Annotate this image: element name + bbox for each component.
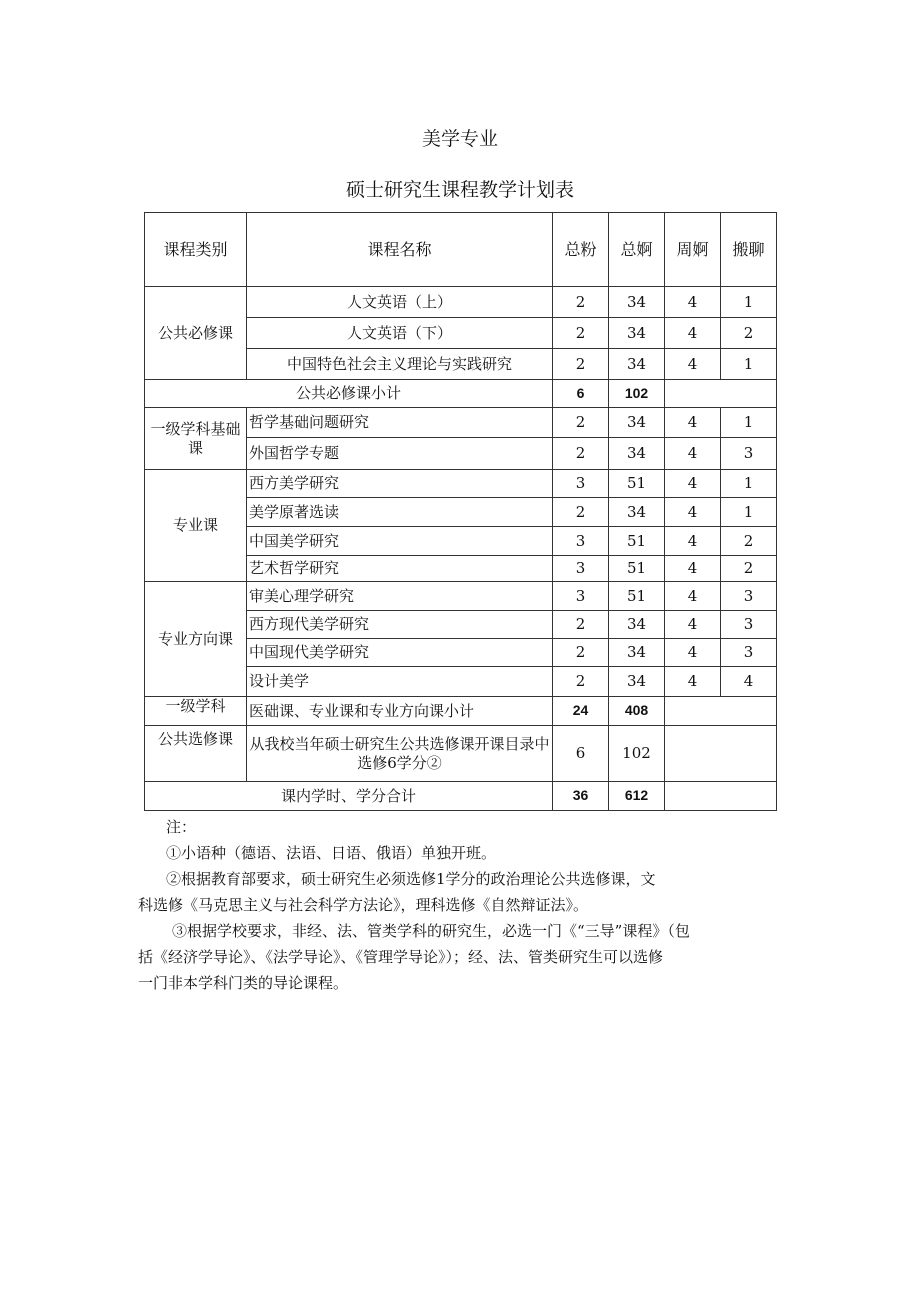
cell-c2: 51 (609, 527, 665, 556)
note-3-line-1: ③根据学校要求，非经、法、管类学科的研究生，必选一门《“三导”课程》（包 (172, 922, 690, 940)
category-public-elective: 公共选修课 (145, 726, 247, 782)
course-name: 外国哲学专题 (247, 438, 553, 470)
cell-c3: 4 (665, 470, 721, 498)
cell-c3: 4 (665, 527, 721, 556)
subtotal-label: 公共必修课小计 (145, 380, 553, 408)
cell-c2: 34 (609, 438, 665, 470)
cell-c1: 2 (553, 287, 609, 318)
cell-c1: 2 (553, 408, 609, 438)
table-row (145, 470, 777, 498)
cell-c4: 2 (721, 556, 777, 582)
note-2-line-1: ②根据教育部要求，硕士研究生必须选修1学分的政治理论公共选修课，文 (166, 870, 656, 888)
cell-c2: 51 (609, 556, 665, 582)
cell-c2: 34 (609, 639, 665, 667)
category-basic: 一级学科基础课 (145, 408, 247, 470)
cell-c1: 3 (553, 527, 609, 556)
title-major: 美学专业 (421, 128, 498, 150)
cell-c1: 2 (553, 611, 609, 639)
empty-cell (665, 380, 777, 408)
cell-c4: 2 (721, 527, 777, 556)
cell-c1: 2 (553, 349, 609, 380)
cell-c3: 4 (665, 287, 721, 318)
note-3-line-2: 括《经济学导论》、《法学导论》、《管理学导论》）；经、法、管类研究生可以选修 (138, 948, 664, 966)
cell-c3: 4 (665, 639, 721, 667)
cell-c4: 4 (721, 667, 777, 697)
category-direction: 专业方向课 (145, 582, 247, 697)
cell-c2: 102 (609, 726, 665, 782)
cell-c4: 2 (721, 318, 777, 349)
total-label: 课内学时、学分合计 (145, 782, 553, 811)
cell-c4: 1 (721, 349, 777, 380)
cell-c1: 3 (553, 556, 609, 582)
subtotal2-label-a: 一级学科 (145, 697, 247, 726)
header-category: 课程类别 (145, 213, 247, 287)
course-name: 美学原著选读 (247, 498, 553, 527)
header-col1: 总粉 (553, 213, 609, 287)
cell-c4: 1 (721, 470, 777, 498)
cell-c4: 3 (721, 438, 777, 470)
header-course-name: 课程名称 (247, 213, 553, 287)
total-c1: 36 (553, 782, 609, 811)
cell-c2: 51 (609, 470, 665, 498)
cell-c3: 4 (665, 349, 721, 380)
cell-c1: 3 (553, 470, 609, 498)
cell-c3: 4 (665, 498, 721, 527)
cell-c1: 2 (553, 318, 609, 349)
total-row (145, 782, 777, 811)
note-3-line-3: 一门非本学科门类的导论课程。 (138, 974, 349, 992)
course-name: 设计美学 (247, 667, 553, 697)
cell-c2: 34 (609, 498, 665, 527)
course-plan-table (144, 212, 777, 811)
subtotal2-c2: 408 (609, 697, 665, 726)
notes (138, 814, 790, 996)
note-1: ①小语种（德语、法语、日语、俄语）单独开班。 (166, 844, 497, 862)
empty-cell (665, 726, 777, 782)
cell-c2: 34 (609, 318, 665, 349)
header-col3: 周婀 (665, 213, 721, 287)
cell-c1: 2 (553, 438, 609, 470)
cell-c4: 3 (721, 582, 777, 611)
cell-c1: 2 (553, 639, 609, 667)
course-name: 人文英语（上） (247, 287, 553, 318)
table-row (145, 287, 777, 318)
table-row (145, 408, 777, 438)
course-name: 哲学基础问题研究 (247, 408, 553, 438)
header-col4: 搬聊 (721, 213, 777, 287)
empty-cell (665, 697, 777, 726)
course-name: 西方美学研究 (247, 470, 553, 498)
table-row (145, 582, 777, 611)
header-col2: 总婀 (609, 213, 665, 287)
notes-heading: 注： (166, 818, 197, 836)
cell-c3: 4 (665, 318, 721, 349)
course-name: 人文英语（下） (247, 318, 553, 349)
cell-c4: 1 (721, 287, 777, 318)
course-name: 西方现代美学研究 (247, 611, 553, 639)
cell-c1: 6 (553, 726, 609, 782)
subtotal-c1: 6 (553, 380, 609, 408)
course-name: 审美心理学研究 (247, 582, 553, 611)
cell-c3: 4 (665, 582, 721, 611)
table-header-row (145, 213, 777, 287)
category-major: 专业课 (145, 470, 247, 582)
cell-c2: 34 (609, 408, 665, 438)
cell-c4: 1 (721, 408, 777, 438)
total-c2: 612 (609, 782, 665, 811)
subtotal-c2: 102 (609, 380, 665, 408)
course-name: 中国现代美学研究 (247, 639, 553, 667)
cell-c2: 51 (609, 582, 665, 611)
cell-c2: 34 (609, 349, 665, 380)
subtotal-row (145, 380, 777, 408)
title-plan: 硕士研究生课程教学计划表 (345, 179, 574, 201)
subtotal2-c1: 24 (553, 697, 609, 726)
note-2-line-2: 科选修《马克思主义与社会科学方法论》，理科选修《自然辩证法》。 (138, 896, 589, 914)
cell-c1: 2 (553, 667, 609, 697)
cell-c2: 34 (609, 287, 665, 318)
cell-c3: 4 (665, 408, 721, 438)
course-name: 中国特色社会主义理论与实践研究 (247, 349, 553, 380)
empty-cell (665, 782, 777, 811)
course-name: 中国美学研究 (247, 527, 553, 556)
course-name: 艺术哲学研究 (247, 556, 553, 582)
cell-c3: 4 (665, 667, 721, 697)
cell-c1: 3 (553, 582, 609, 611)
course-name: 从我校当年硕士研究生公共选修课开课目录中选修6学分② (247, 726, 553, 782)
cell-c3: 4 (665, 611, 721, 639)
cell-c2: 34 (609, 611, 665, 639)
cell-c2: 34 (609, 667, 665, 697)
cell-c3: 4 (665, 556, 721, 582)
cell-c4: 3 (721, 611, 777, 639)
cell-c3: 4 (665, 438, 721, 470)
subtotal2-label-b: 医础课、专业课和专业方向课小计 (247, 697, 553, 726)
cell-c1: 2 (553, 498, 609, 527)
subtotal-row (145, 697, 777, 726)
category-public-required: 公共必修课 (145, 287, 247, 380)
table-row (145, 726, 777, 782)
cell-c4: 1 (721, 498, 777, 527)
cell-c4: 3 (721, 639, 777, 667)
